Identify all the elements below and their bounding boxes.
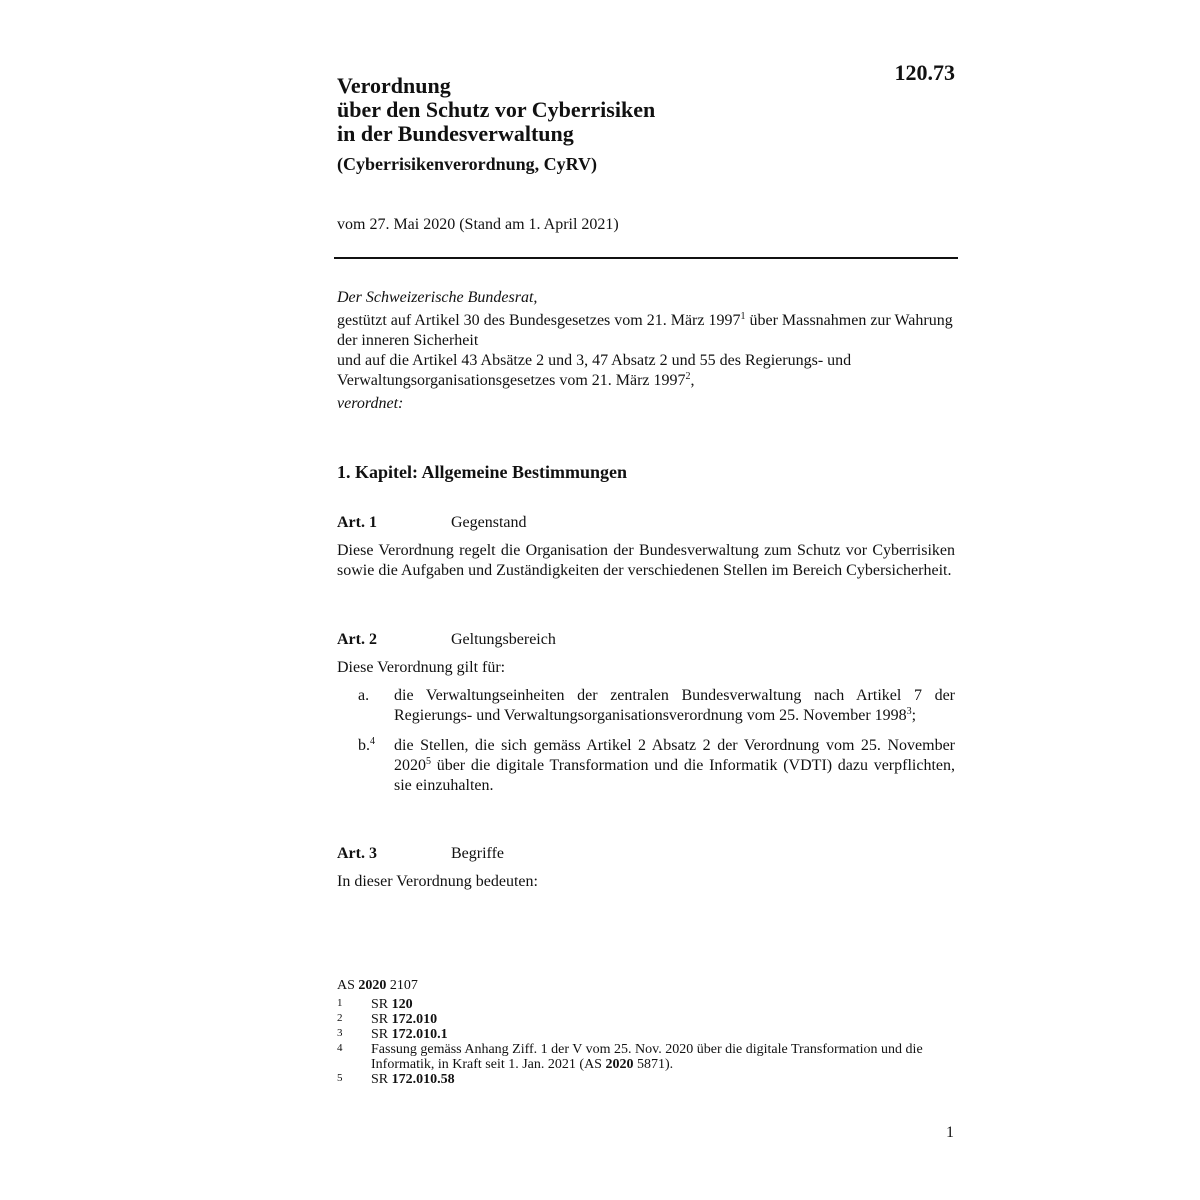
footnote-1-prefix: SR <box>371 997 392 1012</box>
article-2-heading <box>337 630 955 650</box>
article-3 <box>337 844 955 892</box>
list-item-a-body: die Verwaltungseinheiten der zentralen Bundesverwaltung nach Artikel 7 der Regierungs- und Verwaltungsorganisationsverordnung vom 25. November 1998 <box>394 687 955 724</box>
footnote-1-number: 1 <box>337 997 343 1009</box>
preamble-basis-1 <box>337 311 957 351</box>
short-title: (Cyberrisikenverordnung, CyRV) <box>337 154 598 174</box>
basis-2-text-rest: , <box>690 372 695 389</box>
footnote-5-text <box>371 1072 937 1087</box>
list-item-a-text <box>394 686 955 726</box>
as-prefix: AS <box>337 978 359 993</box>
title-line-2: über den Schutz vor Cyberrisiken <box>337 97 656 122</box>
footnote-ref-4[interactable]: 4 <box>370 736 375 747</box>
article-1-number: Art. 1 <box>337 514 377 531</box>
list-item-b-text <box>394 736 955 796</box>
footnote-5-number: 5 <box>337 1072 343 1084</box>
article-1-heading <box>337 513 955 533</box>
article-3-number: Art. 3 <box>337 845 377 862</box>
footnote-2-text <box>371 1012 937 1027</box>
footnote-4-number: 4 <box>337 1042 343 1054</box>
title-block <box>337 74 857 175</box>
article-2-list <box>337 686 955 796</box>
article-2-title: Geltungsbereich <box>451 631 556 648</box>
footnote-4-end: 5871). <box>633 1057 674 1072</box>
footnote-5-ref: 172.010.58 <box>391 1072 455 1087</box>
footnote-3-ref: 172.010.1 <box>391 1027 448 1042</box>
chapter-heading: 1. Kapitel: Allgemeine Bestimmungen <box>337 462 627 482</box>
title-line-1: Verordnung <box>337 73 451 98</box>
list-item-b <box>337 736 955 796</box>
footnote-3 <box>337 1027 937 1042</box>
date-line: vom 27. Mai 2020 (Stand am 1. April 2021) <box>337 216 619 233</box>
footnote-5 <box>337 1072 937 1087</box>
footnote-ref-3[interactable]: 3 <box>906 706 912 717</box>
footnote-3-text <box>371 1027 937 1042</box>
page-number: 1 <box>946 1124 954 1141</box>
article-1-title: Gegenstand <box>451 514 527 531</box>
basis-1-text-rest: über Massnahmen zur Wahrung der inneren Sicherheit <box>337 312 953 349</box>
list-item-b-end: über die digitale Transformation und die Informatik (VDTI) dazu verpflichten, sie einzuhalten. <box>394 757 955 794</box>
footnote-2-ref: 172.010 <box>391 1012 438 1027</box>
article-3-heading <box>337 844 955 864</box>
footnote-5-prefix: SR <box>371 1072 392 1087</box>
footnote-2 <box>337 1012 937 1027</box>
footnote-4 <box>337 1042 937 1072</box>
basis-1-text: gestützt auf Artikel 30 des Bundesgesetzes vom 21. März 1997 <box>337 312 741 329</box>
title-line-3: in der Bundesverwaltung <box>337 121 574 146</box>
preamble-basis-2 <box>337 351 957 391</box>
footnote-2-number: 2 <box>337 1012 343 1024</box>
article-2 <box>337 630 955 806</box>
as-page: 2107 <box>386 978 418 993</box>
article-3-intro: In dieser Verordnung bedeuten: <box>337 873 538 890</box>
list-item-b-body: die Stellen, die sich gemäss Artikel 2 Absatz 2 der Verordnung vom 25. November 2020 <box>394 737 955 774</box>
title-divider <box>334 257 958 259</box>
footnote-4-year: 2020 <box>605 1057 634 1072</box>
list-item-b-letter: b. <box>358 737 370 754</box>
article-2-intro: Diese Verordnung gilt für: <box>337 659 506 676</box>
footnote-1-text <box>371 997 937 1012</box>
list-item-a <box>337 686 955 726</box>
footnote-1-ref: 120 <box>391 997 413 1012</box>
list-item-a-label: a. <box>358 687 370 704</box>
official-collection-ref <box>337 978 937 993</box>
footnote-1 <box>337 997 937 1012</box>
footnote-ref-2[interactable]: 2 <box>685 371 691 382</box>
article-1-text: Diese Verordnung regelt die Organisation der Bundesverwaltung zum Schutz vor Cyberrisiken sowie die Aufgaben und Zuständigkeiten der verschiedenen Stellen im Bereich Cybersicherheit. <box>337 542 955 579</box>
article-1 <box>337 513 955 581</box>
footnote-ref-1[interactable]: 1 <box>740 311 746 322</box>
footnote-4-body: Fassung gemäss Anhang Ziff. 1 der V vom 25. Nov. 2020 über die digitale Transformation und die Informatik, in Kraft seit 1. Jan. 2021 (AS <box>371 1042 923 1072</box>
article-2-number: Art. 2 <box>337 631 377 648</box>
preamble-decree: verordnet: <box>337 395 404 412</box>
preamble-issuer: Der Schweizerische Bundesrat, <box>337 289 538 306</box>
list-item-a-end: ; <box>911 707 917 724</box>
sr-number: 120.73 <box>894 60 955 85</box>
footnote-ref-5[interactable]: 5 <box>426 756 431 767</box>
footnote-3-number: 3 <box>337 1027 343 1039</box>
basis-2-text: und auf die Artikel 43 Absätze 2 und 3, 47 Absatz 2 und 55 des Regierungs- und Verwaltungsorganisationsgesetzes vom 21. März 1997 <box>337 352 852 389</box>
as-year: 2020 <box>358 978 387 993</box>
footnote-3-prefix: SR <box>371 1027 392 1042</box>
list-item-b-label <box>337 736 394 796</box>
footnotes <box>337 978 937 1087</box>
preamble <box>337 288 957 414</box>
footnote-2-prefix: SR <box>371 1012 392 1027</box>
article-3-title: Begriffe <box>451 845 505 862</box>
footnote-4-text <box>371 1042 937 1072</box>
